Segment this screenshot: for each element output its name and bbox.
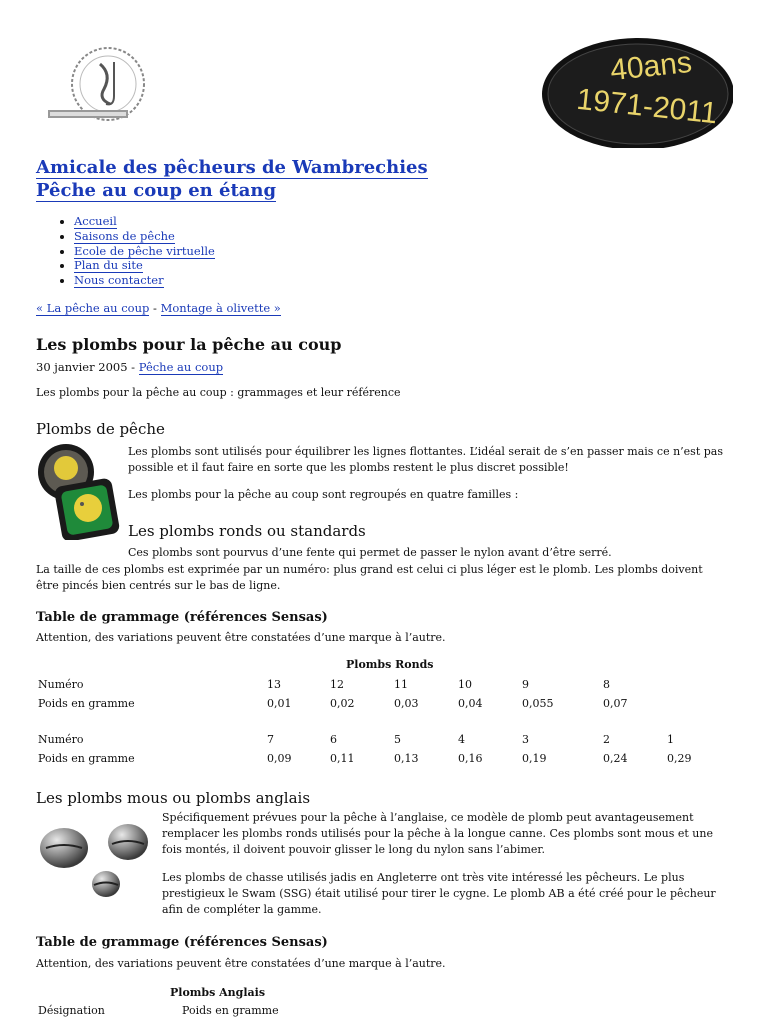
anniversary-badge — [540, 34, 733, 148]
mous-paragraph-1: Spécifiquement prévues pour la pêche à l’anglaise, ce modèle de plomb peut avantageusement remplacer les plombs ronds utilisés pour la pêche à la longue canne. Ces plombs sont mous et une fois montés, il doivent pouvoir glisser le long du nylon sans l’abimer. — [162, 811, 713, 856]
nav-item-accueil — [74, 214, 215, 229]
ronds-num-cell: 12 — [330, 678, 344, 691]
badge-dates: 1971-2011 — [575, 82, 719, 131]
mous-paragraph-2: Les plombs de chasse utilisés jadis en Angleterre ont très vite intéressé les pêcheurs. Le plus prestigieux le Swam (SSG) était utilisé pour tirer le cygne. Le plomb AB a été créé pour le pêcheur afin de compléter la gamme. — [162, 871, 716, 916]
post-date: 30 janvier 2005 - — [36, 360, 139, 374]
ronds-num-cell: 6 — [330, 733, 337, 746]
nav-link-accueil[interactable]: Accueil — [74, 214, 117, 228]
ronds-num-cell: 7 — [267, 733, 274, 746]
breadcrumb — [36, 301, 281, 315]
ronds-poids-cell: 0,03 — [394, 697, 419, 710]
badge-years: 40ans — [608, 45, 694, 88]
mous-table-title: Table de grammage (références Sensas) — [36, 935, 328, 950]
ronds-table-note: Attention, des variations peuvent être constatées d’une marque à l’autre. — [36, 631, 446, 644]
nav-link-contact[interactable]: Nous contacter — [74, 273, 164, 288]
mous-table-note: Attention, des variations peuvent être constatées d’une marque à l’autre. — [36, 957, 446, 970]
ronds-poids-cell: 0,02 — [330, 697, 355, 710]
ronds-poids-cell: 0,29 — [667, 752, 692, 765]
ronds-poids-cell: 0,13 — [394, 752, 419, 765]
ronds-poids-cell: 0,04 — [458, 697, 483, 710]
ronds-num-cell: 9 — [522, 678, 529, 691]
ronds-poids-cell: 0,24 — [603, 752, 628, 765]
nav-link-plan[interactable]: Plan du site — [74, 258, 143, 273]
ronds-title: Les plombs ronds ou standards — [128, 522, 366, 540]
ronds-poids-cell: 0,09 — [267, 752, 292, 765]
mous-title: Les plombs mous ou plombs anglais — [36, 789, 311, 807]
prev-post-link[interactable]: « La pêche au coup — [36, 301, 150, 315]
post-category-link[interactable]: Pêche au coup — [138, 360, 224, 374]
ronds-poids-cell: 0,11 — [330, 752, 355, 765]
ronds-poids-cell: 0,055 — [522, 697, 554, 710]
ronds-num-cell: 8 — [603, 678, 610, 691]
mous-col-designation: Désignation — [38, 1004, 105, 1017]
ronds-paragraph-1: Ces plombs sont pourvus d’une fente qui permet de passer le nylon avant d’être serré. — [128, 546, 612, 559]
nav-item-contact — [74, 273, 215, 288]
breadcrumb-separator: - — [149, 301, 161, 315]
post-meta — [36, 360, 223, 374]
mous-col-poids: Poids en gramme — [182, 1004, 279, 1017]
ronds-num-cell: 1 — [667, 733, 674, 746]
ronds-table-caption: Plombs Ronds — [346, 658, 434, 671]
site-title — [36, 156, 428, 202]
post-title: Les plombs pour la pêche au coup — [36, 335, 342, 354]
ronds-poids-cell: 0,07 — [603, 697, 628, 710]
nav-link-ecole[interactable]: Ecole de pêche virtuelle — [74, 243, 215, 258]
ronds-row-label-num-2: Numéro — [38, 733, 84, 746]
section1-paragraph-1: Les plombs sont utilisés pour équilibrer les lignes flottantes. L’idéal serait de s’en passer mais ce n’est pas possible et il faut faire en sorte que les plombs restent le plus discret possible! — [128, 445, 723, 474]
mous-table-caption: Plombs Anglais — [170, 986, 266, 999]
ronds-poids-cell: 0,19 — [522, 752, 547, 765]
site-subtitle-link[interactable]: Pêche au coup en étang — [36, 180, 277, 201]
post-intro: Les plombs pour la pêche au coup : grammages et leur référence — [36, 386, 401, 399]
ronds-num-cell: 10 — [458, 678, 472, 691]
nav-item-plan — [74, 258, 215, 273]
ronds-paragraph-2: La taille de ces plombs est exprimée par un numéro: plus grand est celui ci plus léger est le plomb. Les plombs doivent être pincés bien centrés sur le bas de ligne. — [36, 563, 703, 592]
ronds-poids-cell: 0,16 — [458, 752, 483, 765]
next-post-link[interactable]: Montage à olivette » — [160, 301, 281, 315]
main-nav — [60, 214, 215, 288]
ronds-num-cell: 3 — [522, 733, 529, 746]
ronds-row-label-poids-1: Poids en gramme — [38, 697, 135, 710]
ronds-num-cell: 4 — [458, 733, 465, 746]
lead-weights-boxes-image — [36, 444, 120, 540]
ronds-poids-cell: 0,01 — [267, 697, 292, 710]
section-title-plombs: Plombs de pêche — [36, 420, 165, 438]
club-logo[interactable] — [40, 44, 180, 130]
ronds-num-cell: 11 — [394, 678, 408, 691]
ronds-num-cell: 2 — [603, 733, 610, 746]
ronds-row-label-poids-2: Poids en gramme — [38, 752, 135, 765]
nav-item-ecole — [74, 244, 215, 259]
ronds-num-cell: 5 — [394, 733, 401, 746]
nav-item-saisons — [74, 229, 215, 244]
site-title-link[interactable]: Amicale des pêcheurs de Wambrechies — [36, 157, 428, 178]
section1-paragraph-2: Les plombs pour la pêche au coup sont regroupés en quatre familles : — [128, 488, 519, 501]
ronds-row-label-num-1: Numéro — [38, 678, 84, 691]
ronds-num-cell: 13 — [267, 678, 281, 691]
ronds-table-title: Table de grammage (références Sensas) — [36, 610, 328, 625]
nav-link-saisons[interactable]: Saisons de pêche — [74, 228, 175, 243]
soft-lead-weights-image — [36, 818, 152, 904]
